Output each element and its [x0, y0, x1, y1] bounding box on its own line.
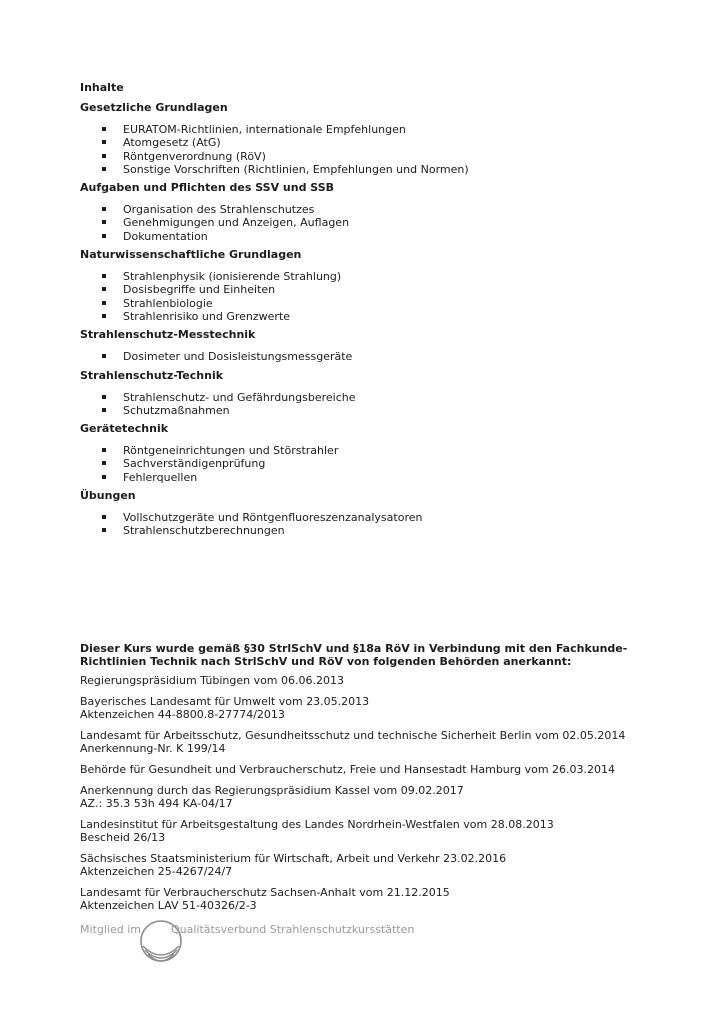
page-title: Inhalte: [80, 81, 124, 94]
recognition-heading-line1: Dieser Kurs wurde gemäß §30 StrlSchV und §18a RöV in Verbindung mit den Fachkunde-: [80, 642, 628, 655]
list-item-text: Sachverständigenprüfung: [123, 457, 266, 471]
authority-entry: [80, 695, 680, 721]
list-item: [80, 297, 680, 310]
list-item-text: Strahlenschutz- und Gefährdungsbereiche: [123, 390, 356, 404]
bullet-square-icon: [102, 140, 106, 144]
authority-reference: Anerkennung-Nr. K 199/14: [80, 742, 226, 755]
bullet-square-icon: [102, 287, 106, 291]
bullet-square-icon: [102, 528, 106, 532]
list-item: [80, 524, 680, 537]
bullet-list: [80, 270, 680, 323]
bullet-square-icon: [102, 234, 106, 238]
contents-sections: [80, 101, 680, 538]
list-item-text: Strahlenbiologie: [123, 296, 213, 310]
list-item-text: Dosisbegriffe und Einheiten: [123, 283, 276, 297]
list-item: [80, 457, 680, 470]
list-item: [80, 310, 680, 323]
authority-entry: [80, 674, 680, 687]
list-item-text: Schutzmaßnahmen: [123, 403, 230, 417]
bullet-square-icon: [102, 301, 106, 305]
list-item-text: Atomgesetz (AtG): [123, 136, 221, 150]
list-item-text: Röntgenverordnung (RöV): [123, 149, 266, 163]
membership-footer: [80, 918, 680, 968]
authority-entry: [80, 818, 680, 844]
list-item: [80, 216, 680, 229]
authority-name: Sächsisches Staatsministerium für Wirtschaft, Arbeit und Verkehr 23.02.2016: [80, 852, 507, 865]
authority-entry: [80, 784, 680, 810]
list-item-text: Vollschutzgeräte und Röntgenfluoreszenzanalysatoren: [123, 511, 423, 525]
bullet-square-icon: [102, 515, 106, 519]
authority-name: Anerkennung durch das Regierungspräsidium Kassel vom 09.02.2017: [80, 784, 464, 797]
bullet-list: [80, 203, 680, 243]
bullet-square-icon: [102, 475, 106, 479]
bullet-list: [80, 391, 680, 418]
authority-name: Landesamt für Arbeitsschutz, Gesundheitsschutz und technische Sicherheit Berlin vom 02.05.2014: [80, 729, 626, 742]
list-item: [80, 163, 680, 176]
contents-block: [80, 81, 680, 543]
bullet-list: [80, 123, 680, 176]
recognition-heading: [80, 642, 680, 668]
list-item: [80, 511, 680, 524]
list-item-text: EURATOM-Richtlinien, internationale Empfehlungen: [123, 123, 406, 136]
bullet-square-icon: [102, 461, 106, 465]
recognition-entries: [80, 674, 680, 912]
list-item: [80, 283, 680, 296]
section-heading: Gerätetechnik: [80, 422, 169, 436]
list-item: [80, 203, 680, 216]
section-heading: Übungen: [80, 489, 136, 503]
bullet-list: [80, 444, 680, 484]
authority-name: Landesamt für Verbraucherschutz Sachsen-Anhalt vom 21.12.2015: [80, 886, 450, 899]
authority-entry: [80, 886, 680, 912]
bullet-square-icon: [102, 408, 106, 412]
bullet-square-icon: [102, 395, 106, 399]
authority-reference: Aktenzeichen 44-8800.8-27774/2013: [80, 708, 285, 721]
section-heading: Strahlenschutz-Technik: [80, 368, 224, 382]
authority-entry: [80, 763, 680, 776]
bullet-square-icon: [102, 167, 106, 171]
list-item: [80, 136, 680, 149]
list-item-text: Röntgeneinrichtungen und Störstrahler: [123, 444, 339, 458]
authority-name: Bayerisches Landesamt für Umwelt vom 23.05.2013: [80, 695, 370, 708]
list-item: [80, 391, 680, 404]
membership-prefix: Mitglied im: [80, 923, 141, 936]
authority-entry: [80, 852, 680, 878]
recognition-block: [80, 642, 680, 920]
bullet-square-icon: [102, 220, 106, 224]
list-item: [80, 350, 680, 363]
recognition-heading-line2: Richtlinien Technik nach StrlSchV und RöV von folgenden Behörden anerkannt:: [80, 655, 572, 668]
section-heading: Naturwissenschaftliche Grundlagen: [80, 248, 302, 262]
bullet-square-icon: [102, 127, 106, 131]
list-item: [80, 123, 680, 136]
list-item: [80, 270, 680, 283]
bullet-square-icon: [102, 274, 106, 278]
list-item: [80, 471, 680, 484]
list-item-text: Organisation des Strahlenschutzes: [123, 203, 315, 217]
bullet-square-icon: [102, 314, 106, 318]
list-item-text: Fehlerquellen: [123, 470, 198, 484]
list-item: [80, 150, 680, 163]
bullet-square-icon: [102, 448, 106, 452]
list-item-text: Genehmigungen und Anzeigen, Auflagen: [123, 216, 350, 230]
authority-reference: Aktenzeichen 25-4267/24/7: [80, 865, 233, 878]
authority-name: Behörde für Gesundheit und Verbraucherschutz, Freie und Hansestadt Hamburg vom 26.03.2014: [80, 763, 616, 776]
list-item: [80, 230, 680, 243]
list-item: [80, 444, 680, 457]
section-heading: Gesetzliche Grundlagen: [80, 101, 228, 114]
authority-name: Regierungspräsidium Tübingen vom 06.06.2013: [80, 674, 344, 687]
authority-reference: Aktenzeichen LAV 51-40326/2-3: [80, 899, 257, 912]
list-item-text: Dosimeter und Dosisleistungsmessgeräte: [123, 350, 353, 364]
list-item-text: Strahlenrisiko und Grenzwerte: [123, 309, 291, 323]
authority-name: Landesinstitut für Arbeitsgestaltung des Landes Nordrhein-Westfalen vom 28.08.2013: [80, 818, 554, 831]
list-item-text: Strahlenphysik (ionisierende Strahlung): [123, 270, 342, 284]
bullet-list: [80, 511, 680, 538]
list-item: [80, 404, 680, 417]
bullet-square-icon: [102, 207, 106, 211]
bullet-square-icon: [102, 354, 106, 358]
authority-reference: Bescheid 26/13: [80, 831, 166, 844]
list-item-text: Strahlenschutzberechnungen: [123, 524, 285, 538]
membership-org-name: Qualitätsverbund Strahlenschutzkursstätten: [171, 923, 415, 936]
section-heading: Aufgaben und Pflichten des SSV und SSB: [80, 181, 335, 195]
section-heading: Strahlenschutz-Messtechnik: [80, 328, 256, 342]
bullet-square-icon: [102, 154, 106, 158]
authority-reference: AZ.: 35.3 53h 494 KA-04/17: [80, 797, 233, 810]
authority-entry: [80, 729, 680, 755]
bullet-list: [80, 350, 680, 363]
list-item-text: Dokumentation: [123, 229, 208, 243]
list-item-text: Sonstige Vorschriften (Richtlinien, Empfehlungen und Normen): [123, 162, 469, 176]
